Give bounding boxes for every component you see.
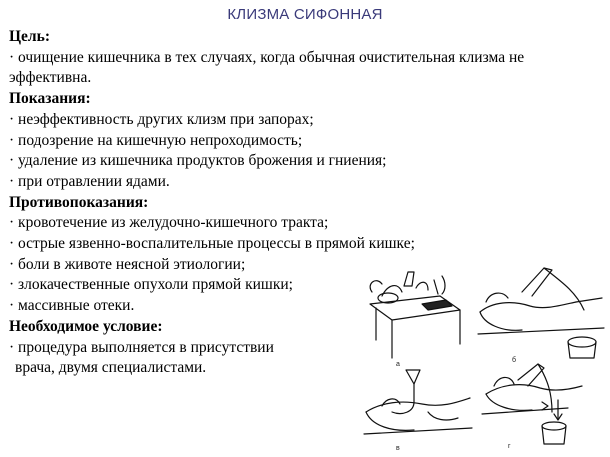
procedure-illustration bbox=[362, 262, 610, 457]
panel-a-table-supplies bbox=[370, 272, 460, 358]
indication-item: · неэффективность других клизм при запорах; bbox=[9, 110, 314, 128]
contraindication-item: · острые язвенно-воспалительные процессы в прямой кишке; bbox=[9, 235, 415, 253]
goal-line-1: · очищение кишечника в тех случаях, когда обычная очистительная клизма не bbox=[9, 48, 525, 66]
indication-item: · при отравлении ядами. bbox=[9, 172, 170, 190]
goal-heading: Цель: bbox=[9, 28, 50, 45]
goal-line-2: эффективна. bbox=[9, 69, 92, 87]
indications-heading: Показания: bbox=[9, 90, 91, 108]
panel-label-c: в bbox=[396, 445, 400, 452]
contraindication-item: · кровотечение из желудочно-кишечного тракта; bbox=[9, 214, 329, 232]
page-title: КЛИЗМА СИФОННАЯ bbox=[227, 6, 383, 23]
contraindication-item: · массивные отеки. bbox=[9, 297, 135, 315]
requirement-heading: Необходимое условие: bbox=[9, 317, 163, 335]
indication-item: · удаление из кишечника продуктов брожения и гниения; bbox=[9, 152, 387, 170]
contraindication-item: · боли в животе неясной этиологии; bbox=[9, 255, 246, 273]
panel-d-funnel-bucket bbox=[482, 364, 582, 444]
contraindications-heading: Противопоказания: bbox=[9, 193, 149, 211]
panel-label-a: а bbox=[396, 361, 400, 368]
requirement-line-2: врача, двумя специалистами. bbox=[15, 359, 207, 377]
requirement-line-1: · процедура выполняется в присутствии bbox=[9, 338, 274, 356]
panel-c-funnel-above bbox=[364, 370, 472, 434]
contraindication-item: · злокачественные опухоли прямой кишки; bbox=[9, 276, 293, 294]
panel-label-b: б bbox=[512, 357, 517, 364]
panel-b-patient-funnel bbox=[478, 268, 604, 358]
indication-item: · подозрение на кишечную непроходимость; bbox=[9, 131, 303, 149]
panel-label-d: г bbox=[508, 443, 511, 450]
